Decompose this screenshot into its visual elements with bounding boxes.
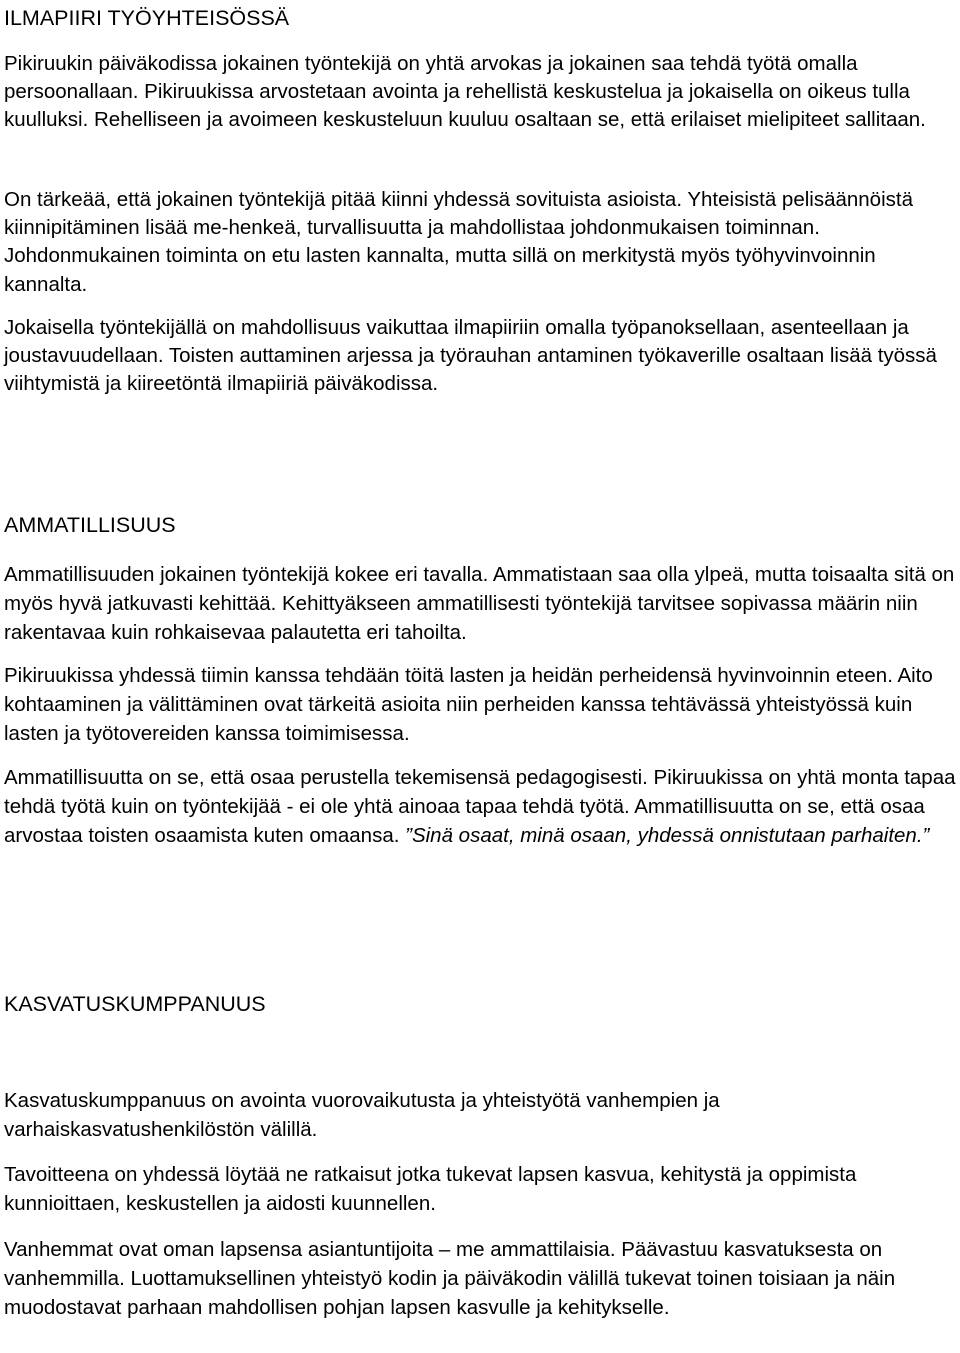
paragraph: Pikiruukin päiväkodissa jokainen työntekijä on yhtä arvokas ja jokainen saa tehdä työtä omalla persoonallaan. Pikiruukissa arvostetaan avointa ja rehellistä keskustelua ja jokaisella on oikeus tulla kuulluksi. Rehelliseen ja avoimeen keskusteluun kuuluu osaltaan se, että erilaiset mielipiteet sallitaan.	[4, 52, 926, 132]
motto-quote: ”Sinä osaat, minä osaan, yhdessä onnistutaan parhaiten.”	[405, 823, 930, 847]
paragraph: Ammatillisuuden jokainen työntekijä kokee eri tavalla. Ammatistaan saa olla ylpeä, mutta toisaalta sitä on myös hyvä jatkuvasti kehittää. Kehittyäkseen ammatillisesti työntekijä tarvitsee sopivassa määrin niin rakentavaa kuin rohkaisevaa palautetta eri tahoilta.	[4, 563, 955, 644]
paragraph: Vanhemmat ovat oman lapsensa asiantuntijoita – me ammattilaisia. Päävastuu kasvatuksesta on vanhemmilla. Luottamuksellinen yhteistyö kodin ja päiväkodin välillä tukevat toinen toisiaan ja näin muodostavat parhaan mahdollisen pohjan lapsen kasvulle ja kehitykselle.	[4, 1238, 896, 1319]
section-heading-ammatillisuus: AMMATILLISUUS	[4, 513, 176, 537]
paragraph: Tavoitteena on yhdessä löytää ne ratkaisut jotka tukevat lapsen kasvua, kehitystä ja oppimista kunnioittaen, keskustellen ja aidosti kuunnellen.	[4, 1163, 857, 1215]
section-heading-kasvatuskumppanuus: KASVATUSKUMPPANUUS	[4, 992, 266, 1016]
paragraph	[4, 764, 958, 850]
paragraph: On tärkeää, että jokainen työntekijä pitää kiinni yhdessä sovituista asioista. Yhteisistä pelisäännöistä kiinnipitäminen lisää me-henkeä, turvallisuutta ja mahdollistaa johdonmukaisen toiminnan. Johdonmukainen toiminta on etu lasten kannalta, mutta sillä on merkitystä myös työhyvinvoinnin kannalta.	[4, 188, 913, 296]
paragraph: Jokaisella työntekijällä on mahdollisuus vaikuttaa ilmapiiriin omalla työpanoksellaan, asenteellaan ja joustavuudellaan. Toisten auttaminen arjessa ja työrauhan antaminen työkaverille osaltaan lisää työssä viihtymistä ja kiireetöntä ilmapiiriä päiväkodissa.	[4, 316, 937, 396]
paragraph: Kasvatuskumppanuus on avointa vuorovaikutusta ja yhteistyötä vanhempien ja varhaiskasvatushenkilöstön välillä.	[4, 1089, 720, 1141]
paragraph-text: Ammatillisuutta on se, että osaa perustella tekemisensä pedagogisesti. Pikiruukissa on yhtä monta tapaa tehdä työtä kuin on työntekijää - ei ole yhtä ainoaa tapaa tehdä työtä. Ammatillisuutta on se, että osaa arvostaa toisten osaamista kuten omaansa.	[4, 766, 956, 847]
section-heading-ilmapiiri: ILMAPIIRI TYÖYHTEISÖSSÄ	[4, 6, 290, 30]
paragraph: Pikiruukissa yhdessä tiimin kanssa tehdään töitä lasten ja heidän perheidensä hyvinvoinnin eteen. Aito kohtaaminen ja välittäminen ovat tärkeitä asioita niin perheiden kanssa tehtävässä yhteistyössä kuin lasten ja työtovereiden kanssa toimimisessa.	[4, 664, 933, 745]
